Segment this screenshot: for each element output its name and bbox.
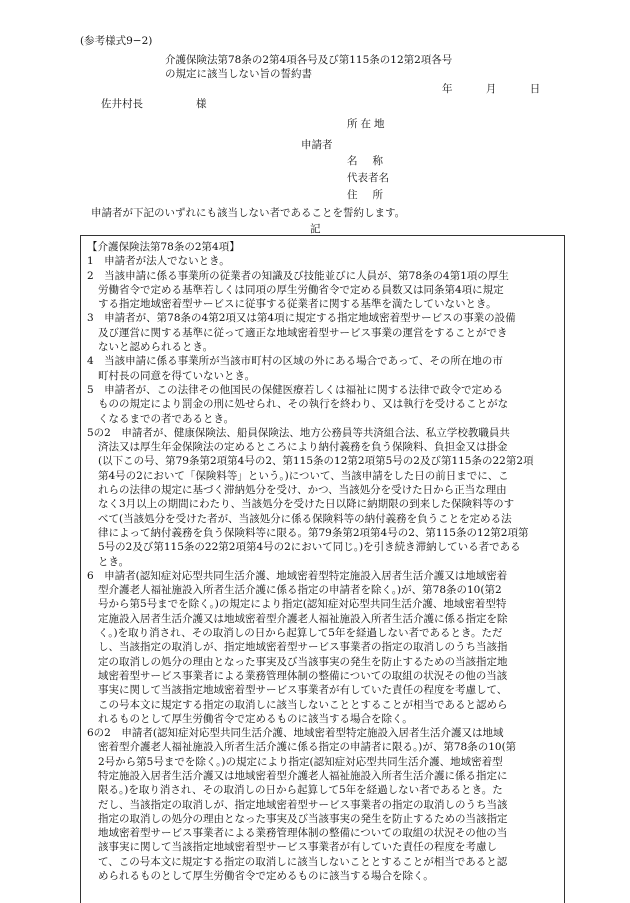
provision-line: 号から第5号までを除く。)の規定により指定(認知症対応型共同生活介護、地域密着型特 bbox=[98, 598, 507, 611]
date-year-label: 年 bbox=[442, 83, 453, 95]
provision-line: 【介護保険法第78条の2第4項】 bbox=[87, 241, 240, 253]
provision-line: 2 当該申請に係る事業所の従業者の知識及び技能並びに人員が、第78条の4第1項の厚生 bbox=[87, 269, 509, 282]
residence-label: 住所 bbox=[347, 189, 398, 201]
provision-line: 及び運営に関する基準に従って適正な地域密着型サービス事業の運営をすることができ bbox=[98, 326, 508, 339]
provision-line: ないと認められるとき。 bbox=[98, 341, 214, 354]
provisions-box bbox=[80, 235, 565, 903]
provision-line: 律によって納付義務を負う保険料等に限る。第79条第2項第4号の2、第115条の12第2項第 bbox=[98, 526, 529, 539]
provision-line: 4 当該申請に係る事業所が当該市町村の区域の外にある場合であって、その所在地の市 bbox=[87, 355, 503, 368]
provision-line: 町村長の同意を得ていないとき。 bbox=[98, 369, 256, 382]
form-number: (参考様式9−2) bbox=[80, 35, 153, 47]
provision-line: められるものとして厚生労働省令で定めるものに該当する場合を除く。 bbox=[98, 870, 434, 883]
provision-line: 指定の取消しの処分の理由となった事実及び当該事実の発生を防止するための当該指定 bbox=[98, 812, 508, 825]
provision-line: 5号の2及び第115条の22第2項第4号の2において同じ。)を引き続き滞納している者である bbox=[98, 541, 521, 554]
provision-line: 6 申請者(認知症対応型共同生活介護、地域密着型特定施設入居者生活介護又は地域密着 bbox=[87, 569, 508, 582]
provisions-text bbox=[87, 240, 558, 883]
provision-line: 3 申請者が、第78条の4第2項又は第4項に規定する指定地域密着型サービスの事業の設備 bbox=[87, 312, 516, 325]
provision-line: 労働省令で定める基準若しくは同項の厚生労働省令で定める員数又は同条第4項に規定 bbox=[98, 283, 504, 296]
provision-line: 限る。)を取り消され、その取消しの日から起算して5年を経過しない者であるとき。た bbox=[98, 784, 503, 797]
provision-line: 地域密着型サービス事業者による業務管理体制の整備についての取組の状況その他の当 bbox=[98, 827, 508, 840]
provision-line: (以下この号、第79条第2項第4号の2、第115条の12第2項第5号の2及び第115条の22第2項 bbox=[98, 455, 534, 468]
provision-line: 型介護老人福祉施設入所者生活介護に係る指定の申請者を除く。)が、第78条の10(第2 bbox=[98, 584, 502, 597]
provision-line: 特定施設入居者生活介護又は地域密着型介護老人福祉施設入所者生活介護に係る指定に bbox=[98, 769, 508, 782]
addressee-honorific: 様 bbox=[196, 98, 207, 110]
provision-line: だし、当該指定の取消しが、指定地域密着型サービス事業者の指定の取消しのうち当該 bbox=[98, 798, 508, 811]
provision-line: この号本文に規定する指定の取消しに該当しないこととすることが相当であると認めら bbox=[98, 698, 508, 711]
pledge-statement: 申請者が下記のいずれにも該当しない者であることを誓約します。 bbox=[91, 207, 406, 219]
date-month-label: 月 bbox=[485, 83, 497, 95]
provision-line: 1 申請者が法人でないとき。 bbox=[87, 255, 230, 268]
date-day-label: 日 bbox=[529, 83, 541, 95]
provision-line: とき。 bbox=[98, 555, 130, 568]
ki-heading: 記 bbox=[310, 223, 321, 235]
provision-line: 5の2 申請者が、健康保険法、船員保険法、地方公務員等共済組合法、私立学校教職員共 bbox=[87, 426, 510, 439]
provision-line: 密着型介護老人福祉施設入所者生活介護に係る指定の申請者に限る。)が、第78条の10(第 bbox=[98, 741, 517, 754]
provision-line: 第4号の2において「保険料等」という。)について、当該申請をした日の前日までに、こ bbox=[98, 469, 509, 482]
provision-line: く。)を取り消され、その取消しの日から起算して5年を経過しない者であるとき。ただ bbox=[98, 627, 503, 640]
provision-line: れるものとして厚生労働省令で定めるものに該当する場合を除く。 bbox=[98, 712, 413, 725]
provision-line: れらの法律の規定に基づく滞納処分を受け、かつ、当該処分を受けた日から正当な理由 bbox=[98, 484, 507, 497]
provision-line: する指定地域密着型サービスに従事する従業者に関する基準を満たしていないとき。 bbox=[98, 298, 497, 311]
document-title bbox=[165, 53, 452, 81]
provision-line: くなるまでの者であるとき。 bbox=[98, 412, 235, 425]
provision-line: 定施設入居者生活介護又は地域密着型介護老人福祉施設入所者生活介護に係る指定を除 bbox=[98, 612, 508, 625]
title-line-2: の規定に該当しない旨の誓約書 bbox=[165, 68, 312, 80]
provision-line: なく3月以上の期間にわたり、当該処分を受けた日以降に納期限の到来した保険料等のす bbox=[98, 498, 515, 511]
title-line-1: 介護保険法第78条の2第4項各号及び第115条の12第2項各号 bbox=[165, 54, 453, 66]
address-label: 所在地 bbox=[347, 118, 388, 130]
provision-line: 事実に関して当該指定地域密着型サービス事業者が有していた責任の程度を考慮して、 bbox=[98, 684, 508, 697]
date-line bbox=[442, 84, 558, 95]
provision-line: 済法又は厚生年金保険法の定めるところにより納付義務を負う保険料、負担金又は掛金 bbox=[98, 441, 508, 454]
representative-label: 代表者名 bbox=[347, 172, 389, 184]
provision-line: べて(当該処分を受けた者が、当該処分に係る保険料等の納付義務を負うことを定める法 bbox=[98, 512, 512, 525]
provision-line: し、当該指定の取消しが、指定地域密着型サービス事業者の指定の取消しのうち当該指 bbox=[98, 641, 508, 654]
provision-line: 定の取消しの処分の理由となった事実及び当該事実の発生を防止するための当該指定地 bbox=[98, 655, 508, 668]
provision-line: 5 申請者が、この法律その他国民の保健医療若しくは福祉に関する法律で政令で定める bbox=[87, 383, 504, 396]
provision-line: 該事実に関して当該指定地域密着型サービス事業者が有していた責任の程度を考慮し bbox=[98, 841, 497, 854]
provision-line: 2号から第5号までを除く。)の規定により指定(認知症対応型共同生活介護、地域密着型 bbox=[98, 755, 503, 768]
provision-line: 6の2 申請者(認知症対応型共同生活介護、地域密着型特定施設入居者生活介護又は地域 bbox=[87, 727, 504, 740]
provision-line: て、この号本文に規定する指定の取消しに該当しないこととすることが相当であると認 bbox=[98, 855, 508, 868]
provision-line: 域密着型サービス事業者による業務管理体制の整備についての取組の状況その他の当該 bbox=[98, 669, 508, 682]
applicant-label: 申請者 bbox=[301, 139, 333, 151]
name-label: 名称 bbox=[347, 155, 398, 167]
provision-line: ものの規定により罰金の刑に処せられ、その執行を終わり、又は執行を受けることがな bbox=[98, 398, 509, 411]
addressee-name: 佐井村長 bbox=[101, 98, 143, 110]
